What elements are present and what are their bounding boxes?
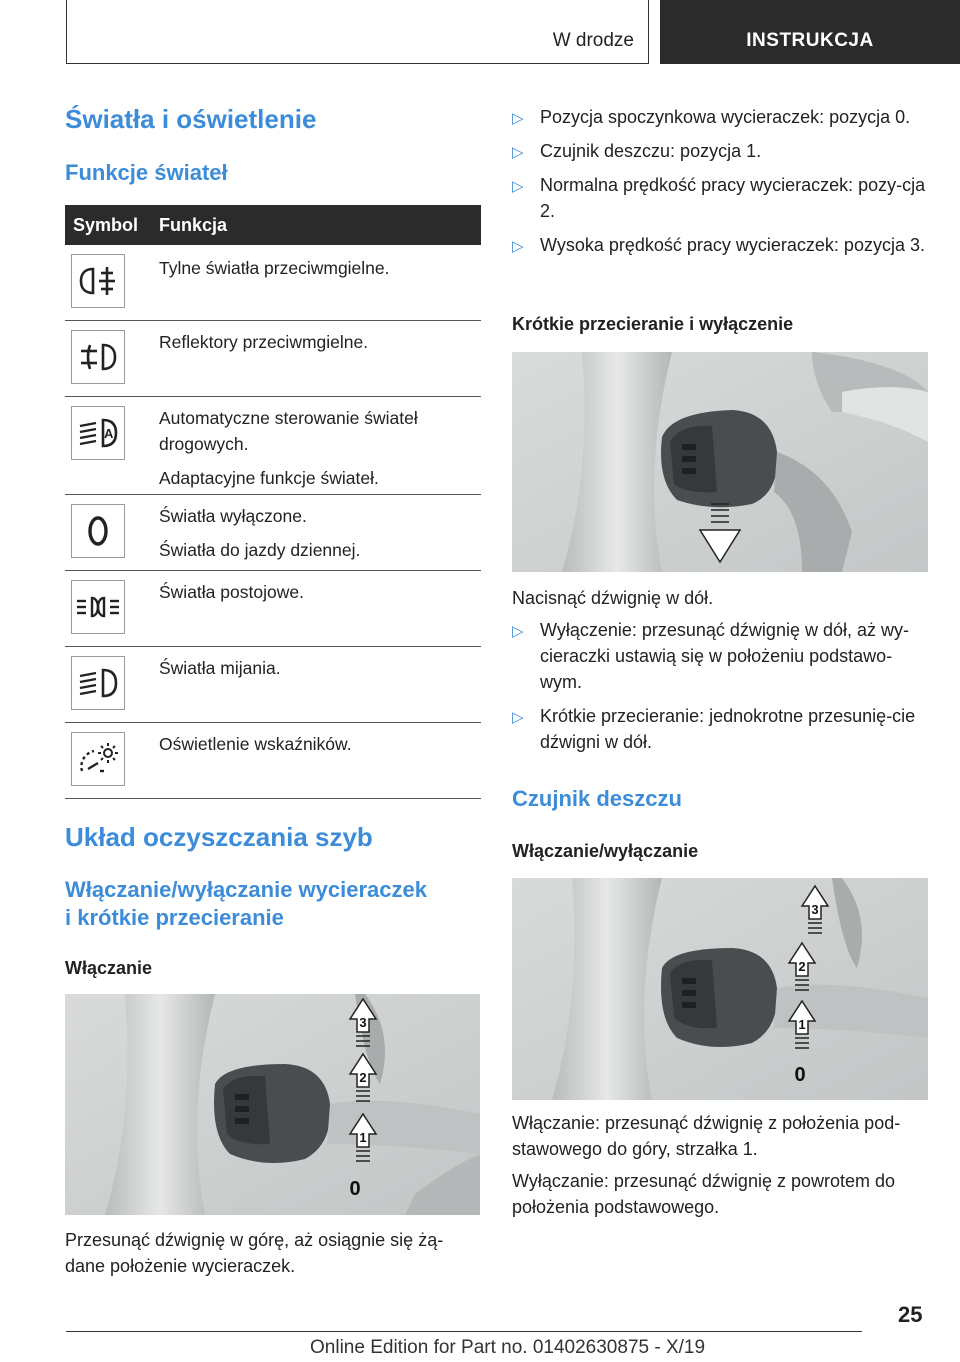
rear-fog-light-icon <box>71 254 125 308</box>
rain-sensor-lever-photo <box>512 878 928 1100</box>
table-row <box>65 647 481 723</box>
parking-light-icon <box>71 580 125 634</box>
section-subtitle: Funkcje świateł <box>65 160 228 185</box>
list-item: ▷ Normalna prędkość pracy wycieraczek: pozy-cja 2. <box>512 175 926 221</box>
row-text: Reflektory przeciwmgielne. <box>159 332 369 352</box>
auto-headlight-icon <box>71 406 125 460</box>
col-function: Funkcja <box>159 215 228 235</box>
wiper-section-title: Układ oczyszczania szyb <box>65 822 373 852</box>
wiper-positions-list <box>512 104 932 258</box>
front-fog-light-icon <box>71 330 125 384</box>
rain-text-2: Wyłączanie: przesunąć dźwignię z powrotem do położenia podstawowego. <box>512 1171 896 1217</box>
row-text: Światła do jazdy dziennej. <box>159 540 361 560</box>
caption-line: dane położenie wycieraczek. <box>65 1256 296 1276</box>
instrument-lighting-icon <box>71 732 125 786</box>
short-wipe-list <box>512 617 932 755</box>
arrow-label: 2 <box>359 1070 367 1085</box>
bullet-triangle-icon: ▷ <box>512 178 524 195</box>
table-row <box>65 495 481 571</box>
bullet-triangle-icon: ▷ <box>512 238 524 255</box>
switch-on-heading: Włączanie <box>65 958 153 978</box>
lights-table <box>65 205 481 799</box>
arrow-label: 0 <box>349 1178 361 1200</box>
arrow-label: 2 <box>798 959 806 974</box>
table-row <box>65 321 481 397</box>
low-beam-icon <box>71 656 125 710</box>
row-text: Oświetlenie wskaźników. <box>159 734 352 754</box>
row-text: Automatyczne sterowanie świateł drogowych. <box>159 408 418 454</box>
table-row <box>65 397 481 495</box>
bullet-triangle-icon: ▷ <box>512 623 524 640</box>
row-text: Adaptacyjne funkcje świateł. <box>159 468 379 488</box>
list-item: ▷ Pozycja spoczynkowa wycieraczek: pozycja 0. <box>512 104 932 130</box>
header-tab-label: INSTRUKCJA <box>746 30 874 51</box>
footer-divider <box>66 1331 862 1332</box>
row-text: Światła postojowe. <box>159 582 304 602</box>
wiper-subtitle-line1: Włączanie/wyłączanie wycieraczek <box>65 877 427 902</box>
row-text: Światła wyłączone. <box>159 506 307 526</box>
arrow-label: 3 <box>811 902 819 917</box>
list-item: ▷ Czujnik deszczu: pozycja 1. <box>512 138 932 164</box>
row-text: Światła mijania. <box>159 658 281 678</box>
arrow-label: 0 <box>794 1064 806 1086</box>
rain-sensor-heading: Włączanie/wyłączanie <box>512 841 699 861</box>
header-section-title: W drodze <box>552 30 634 51</box>
press-down-text: Nacisnąć dźwignię w dół. <box>512 588 714 608</box>
arrow-label: 1 <box>798 1017 806 1032</box>
lights-off-icon <box>71 504 125 558</box>
wiper-lever-photo-down <box>512 352 928 572</box>
bullet-triangle-icon: ▷ <box>512 110 524 127</box>
footer-edition: Online Edition for Part no. 01402630875 - X/19 <box>310 1337 706 1358</box>
list-item: ▷ Krótkie przecieranie: jednokrotne przesunię-cie dźwigni w dół. <box>512 706 916 752</box>
page-title: Światła i oświetlenie <box>65 104 317 134</box>
table-row <box>65 723 481 799</box>
page-number: 25 <box>898 1302 923 1327</box>
bullet-triangle-icon: ▷ <box>512 709 524 726</box>
list-item: ▷ Wysoka prędkość pracy wycieraczek: pozycja 3. <box>512 232 932 258</box>
arrow-label: 3 <box>359 1015 367 1030</box>
table-row <box>65 245 481 321</box>
wiper-subtitle-line2: i krótkie przecieranie <box>65 905 284 930</box>
list-item: ▷ Wyłączenie: przesunąć dźwignię w dół, aż wy-cieraczki ustawią się w położeniu podstawo-wym. <box>512 620 909 692</box>
col-symbol: Symbol <box>73 215 139 235</box>
arrow-label: 1 <box>359 1130 367 1145</box>
rain-sensor-title: Czujnik deszczu <box>512 786 682 811</box>
short-wipe-heading: Krótkie przecieranie i wyłączenie <box>512 314 794 334</box>
table-row <box>65 571 481 647</box>
table-header <box>65 205 481 245</box>
caption-line: Przesunąć dźwignię w górę, aż osiągnie się żą- <box>65 1230 444 1250</box>
header-tab-instrukcja[interactable] <box>660 0 960 64</box>
bullet-triangle-icon: ▷ <box>512 144 524 161</box>
wiper-lever-photo-up <box>65 994 480 1215</box>
svg-text:A: A <box>104 426 114 441</box>
row-text: Tylne światła przeciwmgielne. <box>159 258 390 278</box>
rain-text-1: Włączanie: przesunąć dźwignię z położenia pod-stawowego do góry, strzałka 1. <box>512 1113 901 1159</box>
